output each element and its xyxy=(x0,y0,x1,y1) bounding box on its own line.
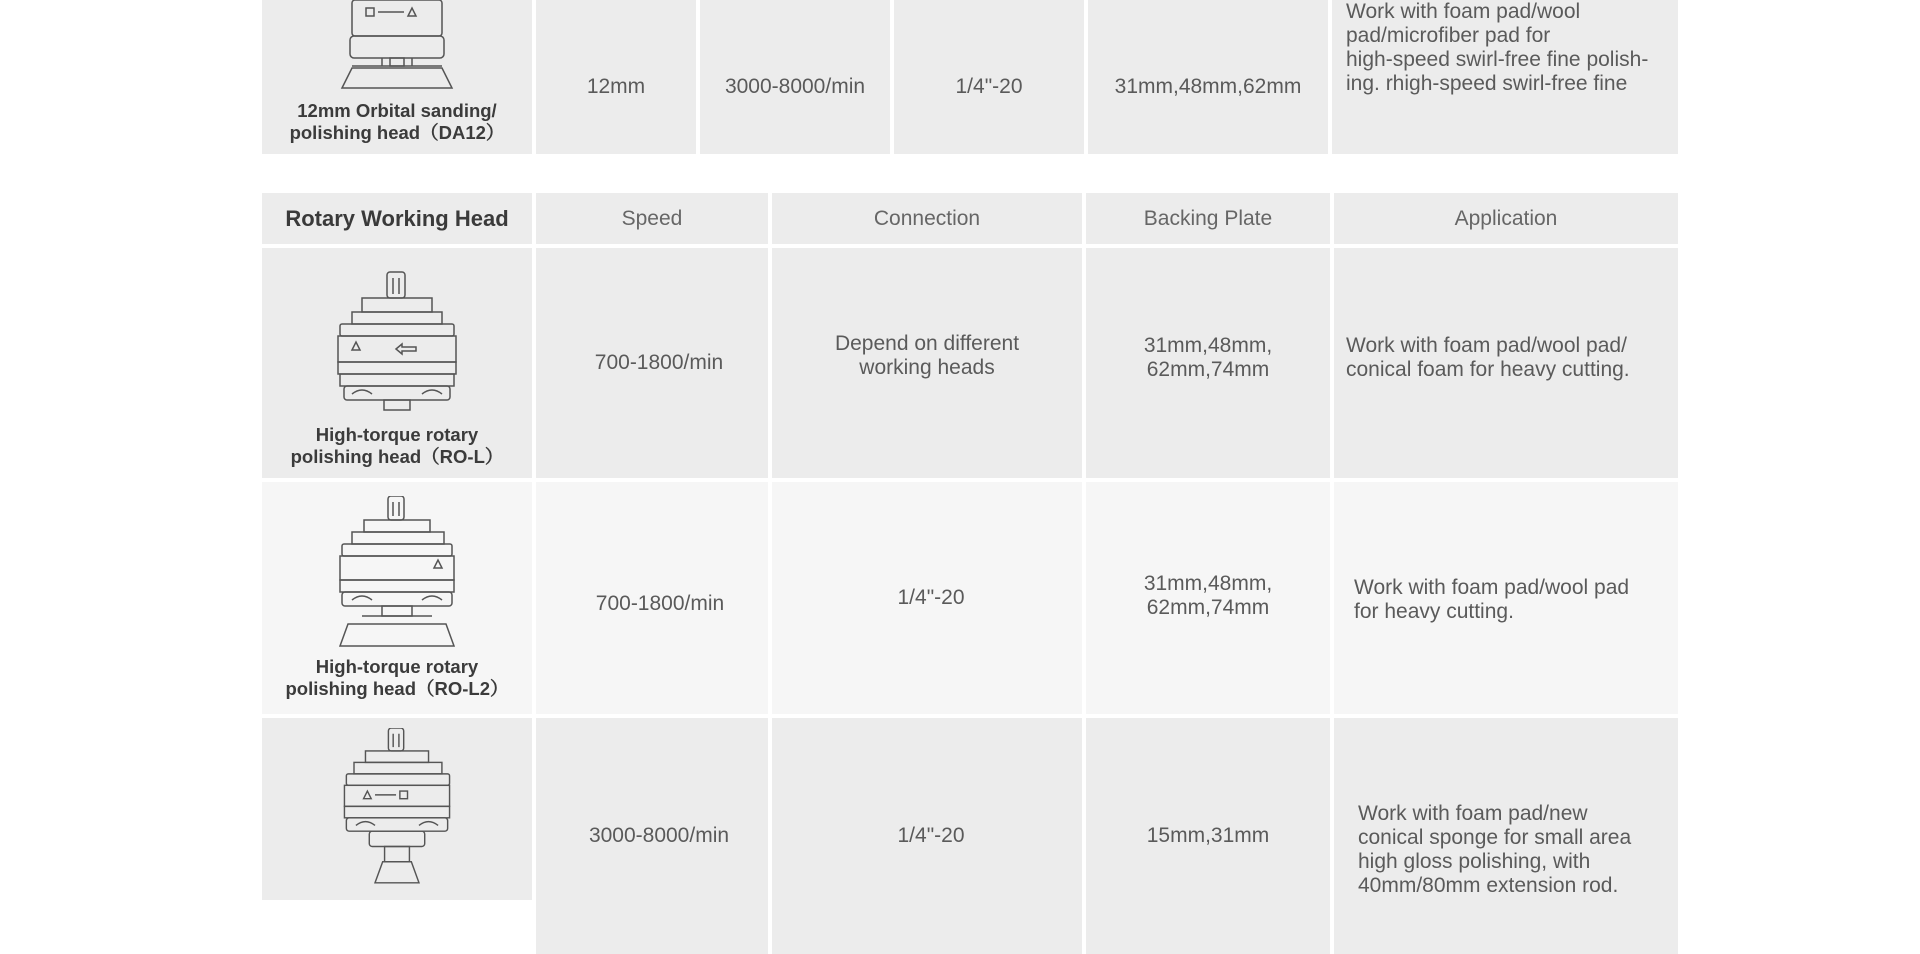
header-speed: Speed xyxy=(536,193,768,244)
da12-name: 12mm Orbital sanding/ polishing head（DA12） xyxy=(289,100,505,143)
ro-l2-application: Work with foam pad/wool pad for heavy cutting. xyxy=(1334,482,1678,714)
ro-l-name: High-torque rotary polishing head（RO-L） xyxy=(290,424,504,467)
header-connection: Connection xyxy=(772,193,1082,244)
table-row-ro-l2-product xyxy=(262,482,532,714)
da12-speed: 3000-8000/min xyxy=(700,0,890,154)
ro-l2-connection: 1/4"-20 xyxy=(772,482,1082,714)
ro-l2-speed: 700-1800/min xyxy=(536,482,768,714)
ro-l-connection: Depend on different working heads xyxy=(772,248,1082,478)
header-rotary-working-head: Rotary Working Head xyxy=(262,193,532,244)
row-3-backing-plate: 15mm,31mm xyxy=(1086,718,1330,954)
header-backing-plate: Backing Plate xyxy=(1086,193,1330,244)
ro-l-backing-plate: 31mm,48mm, 62mm,74mm xyxy=(1086,248,1330,478)
da12-application: Work with foam pad/wool pad/microfiber pad for high-speed swirl-free fine polish- ing. rhigh-speed swirl-free fine xyxy=(1332,0,1678,154)
header-application: Application xyxy=(1334,193,1678,244)
ro-l-speed: 700-1800/min xyxy=(536,248,768,478)
table-row-3-product xyxy=(262,718,532,900)
da12-head-illustration xyxy=(312,0,482,92)
da12-connection: 1/4"-20 xyxy=(894,0,1084,154)
da12-backing-plate: 31mm,48mm,62mm xyxy=(1088,0,1328,154)
row-3-head-illustration xyxy=(322,728,472,900)
ro-l-application: Work with foam pad/wool pad/ conical foam for heavy cutting. xyxy=(1334,248,1678,478)
da12-orbit: 12mm xyxy=(536,0,696,154)
ro-l2-backing-plate: 31mm,48mm, 62mm,74mm xyxy=(1086,482,1330,714)
table-row-ro-l-product xyxy=(262,248,532,478)
row-3-speed: 3000-8000/min xyxy=(536,718,768,954)
ro-l2-head-illustration xyxy=(322,496,472,656)
ro-l-head-illustration xyxy=(322,270,472,420)
da12-product-cell xyxy=(262,0,532,154)
row-3-application: Work with foam pad/new conical sponge for small area high gloss polishing, with 40mm/80mm extension rod. xyxy=(1334,718,1678,954)
row-3-connection: 1/4"-20 xyxy=(772,718,1082,954)
ro-l2-name: High-torque rotary polishing head（RO-L2） xyxy=(285,656,509,699)
